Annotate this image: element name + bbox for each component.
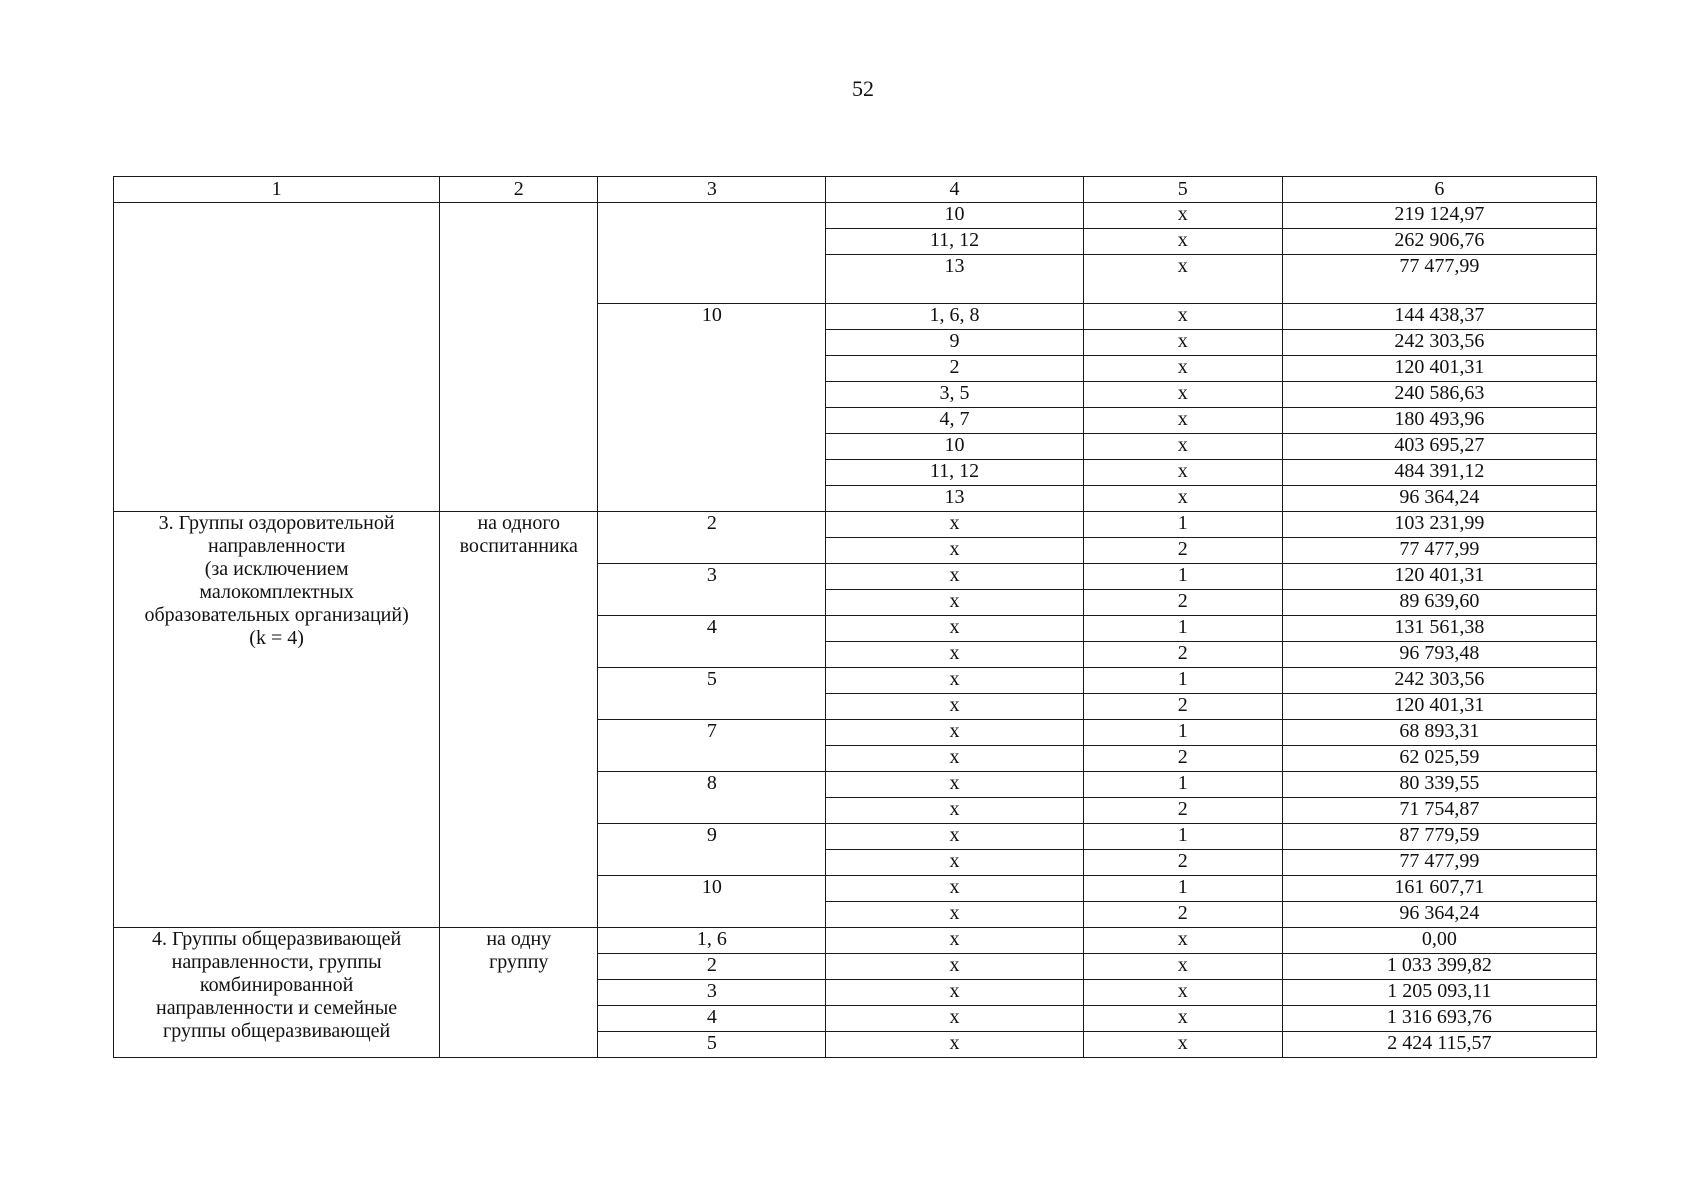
col5-cell: 2 [1083, 746, 1282, 772]
col4-cell: x [826, 824, 1083, 850]
col3-cell: 4 [598, 1006, 826, 1032]
col4-cell: 4, 7 [826, 408, 1083, 434]
col6-cell: 68 893,31 [1282, 720, 1596, 746]
table-row [114, 512, 1597, 538]
col5-cell: x [1083, 356, 1282, 382]
col3-cell: 5 [598, 1032, 826, 1058]
section4-title-line: 4. Группы общеразвивающей [151, 928, 402, 950]
col5-cell: x [1083, 434, 1282, 460]
col6-cell: 131 561,38 [1282, 616, 1596, 642]
col4-cell: x [826, 928, 1083, 954]
col4-cell: x [826, 694, 1083, 720]
col6-cell: 262 906,76 [1282, 229, 1596, 255]
col5-cell: 2 [1083, 798, 1282, 824]
col6-cell: 144 438,37 [1282, 304, 1596, 330]
col6-cell: 484 391,12 [1282, 460, 1596, 486]
col6-cell: 77 477,99 [1282, 538, 1596, 564]
col5-cell: 1 [1083, 616, 1282, 642]
col4-cell: x [826, 772, 1083, 798]
col5-cell: x [1083, 255, 1282, 304]
col6-cell: 2 424 115,57 [1282, 1032, 1596, 1058]
col5-cell: x [1083, 229, 1282, 255]
continuation-col3-blank [598, 203, 826, 304]
col4-cell: 9 [826, 330, 1083, 356]
col4-cell: 13 [826, 255, 1083, 304]
continuation-col1-blank [114, 203, 440, 512]
section3-unit [440, 512, 598, 928]
col3-cell: 3 [598, 564, 826, 616]
col5-cell: 2 [1083, 538, 1282, 564]
col5-cell: 1 [1083, 876, 1282, 902]
section4-title [114, 928, 440, 1058]
tariff-table [113, 176, 1597, 1058]
col5-cell: x [1083, 486, 1282, 512]
col6-cell: 1 033 399,82 [1282, 954, 1596, 980]
section3-title-line: направленности [208, 535, 346, 557]
col6-cell: 0,00 [1282, 928, 1596, 954]
table-row [114, 928, 1597, 954]
col5-cell: x [1083, 203, 1282, 229]
col4-cell: x [826, 616, 1083, 642]
col3-cell: 8 [598, 772, 826, 824]
col6-cell: 1 316 693,76 [1282, 1006, 1596, 1032]
col4-cell: x [826, 642, 1083, 668]
col4-cell: x [826, 850, 1083, 876]
col5-cell: 1 [1083, 512, 1282, 538]
column-number-row [114, 177, 1597, 203]
col4-cell: x [826, 876, 1083, 902]
col6-cell: 77 477,99 [1282, 850, 1596, 876]
col6-cell: 240 586,63 [1282, 382, 1596, 408]
col4-cell: x [826, 980, 1083, 1006]
column-header: 6 [1282, 177, 1596, 203]
col3-cell: 9 [598, 824, 826, 876]
col5-cell: x [1083, 382, 1282, 408]
section4-title-line: группы общеразвивающей [163, 1020, 391, 1042]
col4-cell: x [826, 668, 1083, 694]
column-header: 5 [1083, 177, 1282, 203]
col6-cell: 242 303,56 [1282, 330, 1596, 356]
col6-cell: 89 639,60 [1282, 590, 1596, 616]
col4-cell: 11, 12 [826, 460, 1083, 486]
col5-cell: x [1083, 1006, 1282, 1032]
col3-cell: 1, 6 [598, 928, 826, 954]
col6-cell: 161 607,71 [1282, 876, 1596, 902]
col5-cell: 2 [1083, 590, 1282, 616]
col4-cell: 13 [826, 486, 1083, 512]
col4-cell: x [826, 954, 1083, 980]
col6-cell: 62 025,59 [1282, 746, 1596, 772]
column-header: 4 [826, 177, 1083, 203]
col5-cell: x [1083, 980, 1282, 1006]
section3-title-line: (k = 4) [249, 627, 304, 649]
section3-title-line: 3. Группы оздоровительной [158, 512, 395, 534]
table-row [114, 203, 1597, 229]
col5-cell: x [1083, 954, 1282, 980]
col5-cell: x [1083, 304, 1282, 330]
col4-cell: x [826, 720, 1083, 746]
column-header: 1 [114, 177, 440, 203]
col5-cell: 1 [1083, 564, 1282, 590]
col6-cell: 120 401,31 [1282, 694, 1596, 720]
col6-cell: 103 231,99 [1282, 512, 1596, 538]
col5-cell: 1 [1083, 668, 1282, 694]
col6-cell: 77 477,99 [1282, 255, 1596, 304]
col5-cell: 2 [1083, 850, 1282, 876]
col4-cell: x [826, 564, 1083, 590]
section4-title-line: направленности и семейные [156, 997, 398, 1019]
col4-cell: x [826, 1032, 1083, 1058]
table-body [114, 203, 1597, 1058]
col4-cell: 10 [826, 434, 1083, 460]
col5-cell: x [1083, 928, 1282, 954]
col3-cell: 2 [598, 512, 826, 564]
col4-cell: 10 [826, 203, 1083, 229]
col4-cell: 1, 6, 8 [826, 304, 1083, 330]
col4-cell: x [826, 902, 1083, 928]
section3-unit-line: воспитанника [459, 535, 578, 557]
column-header: 2 [440, 177, 598, 203]
col6-cell: 403 695,27 [1282, 434, 1596, 460]
col5-cell: 1 [1083, 772, 1282, 798]
col6-cell: 87 779,59 [1282, 824, 1596, 850]
col6-cell: 180 493,96 [1282, 408, 1596, 434]
col6-cell: 96 364,24 [1282, 486, 1596, 512]
section3-title [114, 512, 440, 928]
page-number: 52 [852, 76, 874, 101]
col5-cell: 1 [1083, 824, 1282, 850]
col6-cell: 120 401,31 [1282, 356, 1596, 382]
col5-cell: x [1083, 1032, 1282, 1058]
col3-cell: 7 [598, 720, 826, 772]
section4-title-line: комбинированной [199, 974, 354, 996]
section4-unit-line: на одну [486, 928, 552, 950]
col5-cell: 2 [1083, 902, 1282, 928]
section3-title-line: (за исключением [204, 558, 349, 580]
col5-cell: 1 [1083, 720, 1282, 746]
col3-cell: 5 [598, 668, 826, 720]
section4-unit-line: группу [489, 951, 549, 973]
col4-cell: x [826, 538, 1083, 564]
section3-title-line: малокомплектных [199, 581, 354, 603]
section3-title-line: образовательных организаций) [144, 604, 409, 626]
col4-cell: x [826, 512, 1083, 538]
col5-cell: 2 [1083, 694, 1282, 720]
col4-cell: x [826, 590, 1083, 616]
section3-unit-line: на одного [477, 512, 561, 534]
col5-cell: x [1083, 330, 1282, 356]
col4-cell: x [826, 1006, 1083, 1032]
section4-unit [440, 928, 598, 1058]
col6-cell: 96 364,24 [1282, 902, 1596, 928]
col6-cell: 120 401,31 [1282, 564, 1596, 590]
col6-cell: 80 339,55 [1282, 772, 1596, 798]
col5-cell: x [1083, 460, 1282, 486]
col6-cell: 1 205 093,11 [1282, 980, 1596, 1006]
col3-cell: 10 [598, 876, 826, 928]
col6-cell: 96 793,48 [1282, 642, 1596, 668]
col3-cell: 4 [598, 616, 826, 668]
col5-cell: x [1083, 408, 1282, 434]
col6-cell: 242 303,56 [1282, 668, 1596, 694]
col6-cell: 219 124,97 [1282, 203, 1596, 229]
col3-cell: 2 [598, 954, 826, 980]
col4-cell: 2 [826, 356, 1083, 382]
col4-cell: 3, 5 [826, 382, 1083, 408]
col4-cell: x [826, 746, 1083, 772]
col6-cell: 71 754,87 [1282, 798, 1596, 824]
col4-cell: 11, 12 [826, 229, 1083, 255]
col4-cell: x [826, 798, 1083, 824]
continuation-col2-blank [440, 203, 598, 512]
column-header: 3 [598, 177, 826, 203]
col3-cell: 10 [598, 304, 826, 512]
col5-cell: 2 [1083, 642, 1282, 668]
col3-cell: 3 [598, 980, 826, 1006]
section4-title-line: направленности, группы [171, 951, 382, 973]
